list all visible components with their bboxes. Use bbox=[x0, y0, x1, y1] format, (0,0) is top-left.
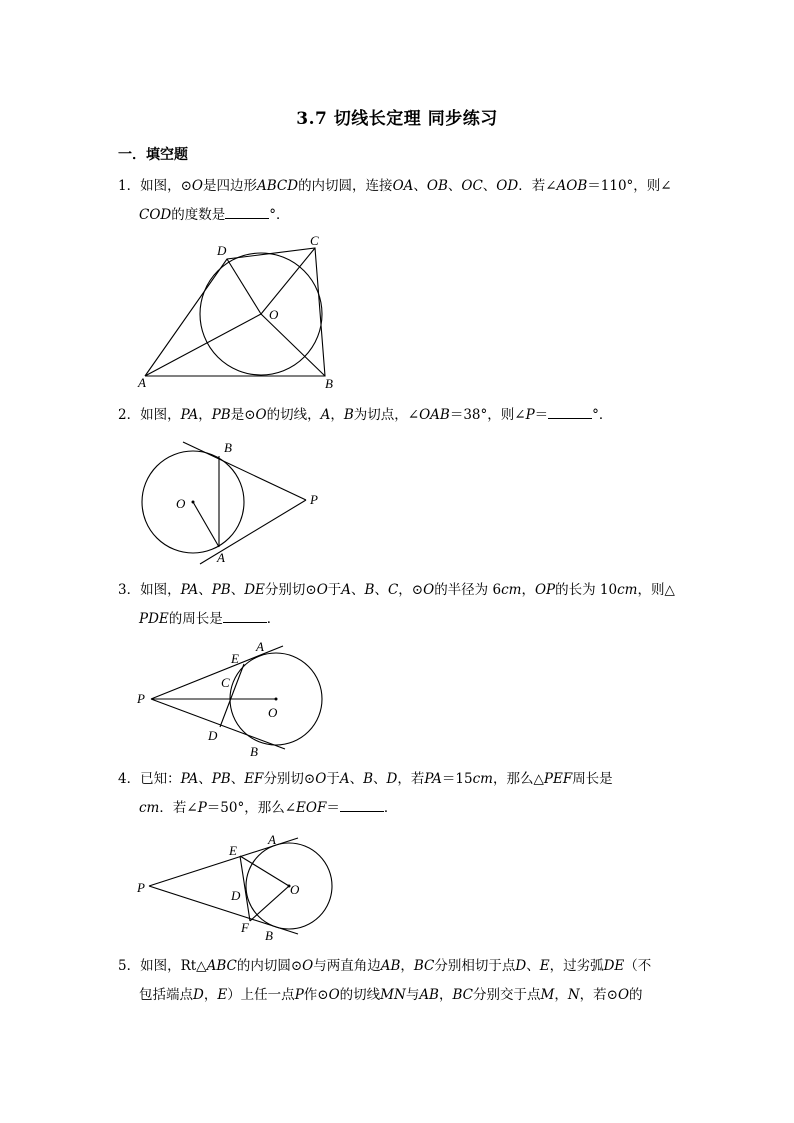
math: P bbox=[294, 987, 304, 1003]
math: P bbox=[525, 407, 535, 423]
text: ， bbox=[198, 407, 212, 423]
math: A bbox=[320, 407, 331, 423]
text: 作⊙ bbox=[303, 987, 329, 1003]
text: 的 bbox=[629, 987, 643, 1003]
text: ＝38°，则∠ bbox=[449, 407, 526, 423]
math: D bbox=[193, 987, 204, 1003]
math: O bbox=[328, 987, 340, 1003]
question-number: 2． bbox=[118, 407, 141, 423]
math: PA bbox=[180, 771, 199, 787]
math: E bbox=[539, 958, 550, 974]
math: PB bbox=[211, 407, 231, 423]
math: cm bbox=[472, 771, 493, 787]
label-O: O bbox=[269, 307, 279, 322]
label-B: B bbox=[325, 376, 333, 390]
answer-blank[interactable] bbox=[340, 797, 384, 812]
text: 、 bbox=[374, 582, 388, 598]
text: ，过劣弧 bbox=[549, 958, 604, 974]
section-heading: 一．填空题 bbox=[118, 147, 188, 163]
text: 为切点，∠ bbox=[353, 407, 420, 423]
text: ．若∠ bbox=[159, 800, 198, 816]
math: OAB bbox=[419, 407, 450, 423]
text: 与 bbox=[405, 987, 420, 1003]
label-C: C bbox=[221, 675, 230, 690]
question-number: 4． bbox=[118, 771, 141, 787]
text: 、 bbox=[349, 771, 364, 787]
label-A: A bbox=[256, 639, 264, 654]
text: 、 bbox=[482, 178, 497, 194]
math: OC bbox=[461, 178, 483, 194]
continuation bbox=[118, 981, 678, 1010]
math: cm bbox=[501, 582, 522, 598]
math: PB bbox=[211, 771, 231, 787]
text: °． bbox=[269, 207, 290, 223]
text: 于 bbox=[326, 771, 340, 787]
text: ，若⊙ bbox=[579, 987, 618, 1003]
text: 是四边形 bbox=[202, 178, 257, 194]
math: OP bbox=[534, 582, 556, 598]
math: B bbox=[364, 582, 375, 598]
text: 周长是 bbox=[572, 771, 613, 787]
math: AB bbox=[419, 987, 439, 1003]
text: ． bbox=[266, 611, 281, 627]
math: A bbox=[341, 582, 352, 598]
math: EOF bbox=[296, 800, 327, 816]
text: 是⊙ bbox=[230, 407, 256, 423]
text: （不 bbox=[624, 958, 652, 974]
text: 的内切圆，连接 bbox=[298, 178, 393, 194]
label-D: D bbox=[208, 728, 218, 743]
text: ，则△ bbox=[637, 582, 675, 598]
text: 与两直角边 bbox=[313, 958, 381, 974]
question-1 bbox=[118, 172, 678, 230]
math: PB bbox=[211, 582, 231, 598]
math: PA bbox=[424, 771, 442, 787]
text: 分别相切于点 bbox=[434, 958, 516, 974]
question-2 bbox=[118, 401, 678, 430]
continuation bbox=[118, 605, 678, 634]
question-3 bbox=[118, 576, 678, 634]
text: ＝50°，那么∠ bbox=[206, 800, 297, 816]
math: PA bbox=[180, 582, 199, 598]
math: EF bbox=[244, 771, 264, 787]
text: ＝110°，则∠ bbox=[587, 178, 672, 194]
text: ， bbox=[400, 958, 414, 974]
math: B bbox=[363, 771, 373, 787]
math: cm bbox=[617, 582, 638, 598]
math: O bbox=[617, 987, 630, 1003]
math: ABCD bbox=[256, 178, 299, 194]
text: 的度数是 bbox=[171, 207, 226, 223]
text: 包括端点 bbox=[139, 987, 193, 1003]
text: 、 bbox=[373, 771, 387, 787]
text: 的切线， bbox=[266, 407, 321, 423]
math: C bbox=[387, 582, 399, 598]
text: 于 bbox=[327, 582, 342, 598]
text: 的周长是 bbox=[168, 611, 223, 627]
math: DE bbox=[244, 582, 265, 598]
text: ， bbox=[554, 987, 568, 1003]
text: ， bbox=[521, 582, 535, 598]
text: 如图，Rt△ bbox=[140, 958, 207, 974]
figure-4 bbox=[130, 828, 340, 943]
text: 的长为 10 bbox=[555, 582, 618, 598]
math: D bbox=[515, 958, 527, 974]
label-B: B bbox=[250, 744, 258, 759]
math: PA bbox=[180, 407, 199, 423]
label-O: O bbox=[268, 705, 278, 720]
text: ，那么△ bbox=[492, 771, 544, 787]
text: ， bbox=[438, 987, 453, 1003]
label-F: F bbox=[241, 920, 249, 935]
math: PDE bbox=[139, 611, 169, 627]
answer-blank[interactable] bbox=[548, 404, 592, 419]
math: M bbox=[540, 987, 555, 1003]
continuation bbox=[118, 794, 678, 823]
page-title: 3.7 切线长定理 同步练习 bbox=[296, 109, 498, 129]
text: ， bbox=[203, 987, 218, 1003]
math: P bbox=[197, 800, 207, 816]
text: 分别切⊙ bbox=[263, 771, 316, 787]
question-4 bbox=[118, 765, 678, 823]
text: 如图，⊙ bbox=[140, 178, 192, 194]
text: 的半径为 6 bbox=[434, 582, 502, 598]
continuation bbox=[118, 201, 678, 230]
text: °． bbox=[592, 407, 613, 423]
math: O bbox=[316, 582, 328, 598]
math: O bbox=[315, 771, 327, 787]
question-number: 3． bbox=[118, 582, 141, 598]
label-O: O bbox=[176, 496, 186, 511]
text: 分别交于点 bbox=[473, 987, 541, 1003]
question-5 bbox=[118, 952, 678, 1010]
text: 的切线 bbox=[339, 987, 381, 1003]
label-D: D bbox=[217, 243, 227, 258]
label-E: E bbox=[231, 651, 239, 666]
math: O bbox=[191, 178, 203, 194]
text: ． bbox=[383, 800, 398, 816]
figure-3 bbox=[130, 638, 330, 763]
label-O: O bbox=[290, 882, 300, 897]
label-B: B bbox=[265, 928, 273, 943]
label-A: A bbox=[217, 550, 225, 565]
math: A bbox=[339, 771, 350, 787]
text: ．若∠ bbox=[518, 178, 557, 194]
answer-blank[interactable] bbox=[225, 204, 269, 219]
math: BC bbox=[452, 987, 473, 1003]
label-P: P bbox=[137, 691, 145, 706]
text: ，若 bbox=[397, 771, 425, 787]
math: O bbox=[255, 407, 267, 423]
math: OA bbox=[392, 178, 414, 194]
math: ABC bbox=[206, 958, 237, 974]
label-D: D bbox=[231, 888, 241, 903]
label-A: A bbox=[268, 832, 276, 847]
text: ， bbox=[330, 407, 344, 423]
text: 、 bbox=[198, 582, 212, 598]
question-number: 1． bbox=[118, 178, 141, 194]
label-B: B bbox=[224, 440, 232, 455]
math: cm bbox=[139, 800, 160, 816]
math: AOB bbox=[556, 178, 588, 194]
text: 、 bbox=[230, 771, 245, 787]
answer-blank[interactable] bbox=[223, 608, 267, 623]
figure-2 bbox=[130, 435, 330, 570]
text: 、 bbox=[198, 771, 212, 787]
text: ＝ bbox=[534, 407, 549, 423]
math: D bbox=[386, 771, 398, 787]
math: DE bbox=[603, 958, 625, 974]
text: 、 bbox=[351, 582, 365, 598]
text: 、 bbox=[413, 178, 427, 194]
text: 如图， bbox=[140, 582, 181, 598]
math: PEF bbox=[543, 771, 573, 787]
text: 、 bbox=[447, 178, 462, 194]
math: MN bbox=[380, 987, 406, 1003]
math: O bbox=[423, 582, 435, 598]
figure-1 bbox=[130, 230, 350, 390]
math: OD bbox=[496, 178, 519, 194]
label-P: P bbox=[137, 880, 145, 895]
question-number: 5． bbox=[118, 958, 141, 974]
label-E: E bbox=[229, 843, 237, 858]
label-C: C bbox=[310, 233, 319, 248]
text: 如图， bbox=[140, 407, 181, 423]
text: 、 bbox=[526, 958, 540, 974]
label-P: P bbox=[310, 492, 318, 507]
math: B bbox=[343, 407, 354, 423]
text: ，⊙ bbox=[398, 582, 424, 598]
text: 的内切圆⊙ bbox=[236, 958, 303, 974]
math: O bbox=[302, 958, 314, 974]
math: COD bbox=[139, 207, 172, 223]
text: ）上任一点 bbox=[227, 987, 295, 1003]
math: AB bbox=[380, 958, 401, 974]
label-A: A bbox=[138, 375, 146, 390]
math: BC bbox=[413, 958, 435, 974]
math: N bbox=[567, 987, 580, 1003]
text: 、 bbox=[230, 582, 245, 598]
math: E bbox=[217, 987, 228, 1003]
text: ＝ bbox=[326, 800, 340, 816]
text: 分别切⊙ bbox=[264, 582, 317, 598]
text: ＝15 bbox=[441, 771, 473, 787]
math: OB bbox=[426, 178, 448, 194]
text: 已知： bbox=[140, 771, 181, 787]
